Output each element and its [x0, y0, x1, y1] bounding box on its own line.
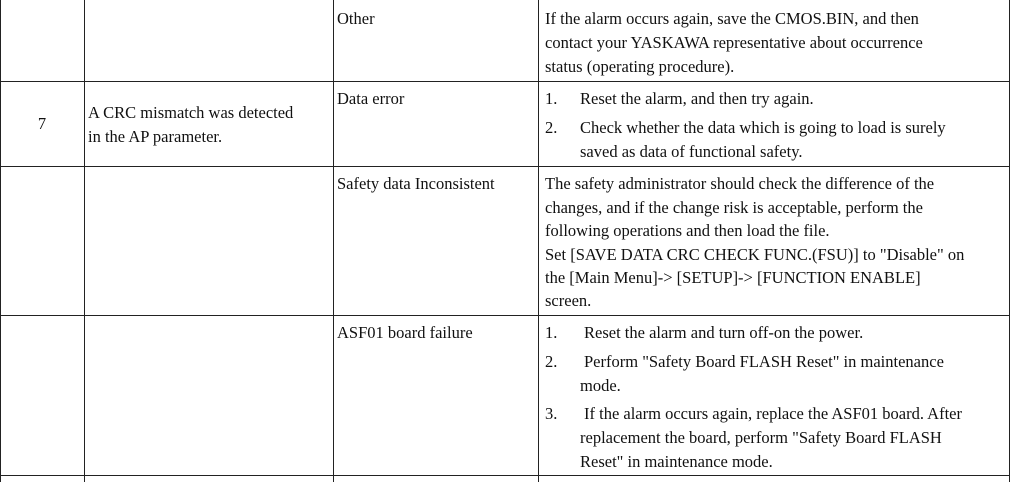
table-border-col1	[84, 0, 85, 482]
step-text: Check whether the data which is going to load is surely	[580, 118, 946, 137]
alarm-number: 7	[37, 114, 47, 133]
step-text: mode.	[580, 376, 621, 395]
remedy-line: The safety administrator should check the difference of the	[545, 174, 935, 193]
table-border-col0	[0, 0, 1, 482]
remedy-line: screen.	[545, 291, 592, 310]
description-line: in the AP parameter.	[88, 127, 223, 146]
table-border-col2	[333, 0, 334, 482]
step-text: Perform "Safety Board FLASH Reset" in maintenance	[584, 352, 944, 371]
remedy-line: following operations and then load the file.	[545, 221, 830, 240]
step-number: 2.	[545, 352, 558, 371]
cause-cell: ASF01 board failure	[337, 323, 473, 342]
table-row-border	[0, 315, 1010, 316]
remedy-line: status (operating procedure).	[545, 57, 735, 76]
step-text: saved as data of functional safety.	[580, 142, 803, 161]
step-number: 3.	[545, 404, 558, 423]
table-border-col3	[538, 0, 539, 482]
step-text: If the alarm occurs again, replace the ASF01 board. After	[584, 404, 962, 423]
step-number: 1.	[545, 323, 558, 342]
description-line: A CRC mismatch was detected	[88, 103, 294, 122]
cause-cell: Other	[337, 9, 375, 28]
step-text: Reset the alarm, and then try again.	[580, 89, 814, 108]
table-row-border	[0, 166, 1010, 167]
remedy-line: Set [SAVE DATA CRC CHECK FUNC.(FSU)] to "Disable" on	[545, 245, 965, 264]
cause-cell: Data error	[337, 89, 405, 108]
step-number: 2.	[545, 118, 558, 137]
step-text: Reset the alarm and turn off-on the power.	[584, 323, 864, 342]
step-number: 1.	[545, 89, 558, 108]
remedy-line: changes, and if the change risk is acceptable, perform the	[545, 198, 923, 217]
cause-cell: Safety data Inconsistent	[337, 174, 495, 193]
remedy-line: If the alarm occurs again, save the CMOS.BIN, and then	[545, 9, 919, 28]
table-border-col4	[1009, 0, 1010, 482]
remedy-line: the [Main Menu]-> [SETUP]-> [FUNCTION ENABLE]	[545, 268, 921, 287]
table-row-border	[0, 475, 1010, 476]
table-row-border	[0, 81, 1010, 82]
step-text: replacement the board, perform "Safety Board FLASH	[580, 428, 942, 447]
remedy-line: contact your YASKAWA representative about occurrence	[545, 33, 923, 52]
step-text: Reset" in maintenance mode.	[580, 452, 773, 471]
